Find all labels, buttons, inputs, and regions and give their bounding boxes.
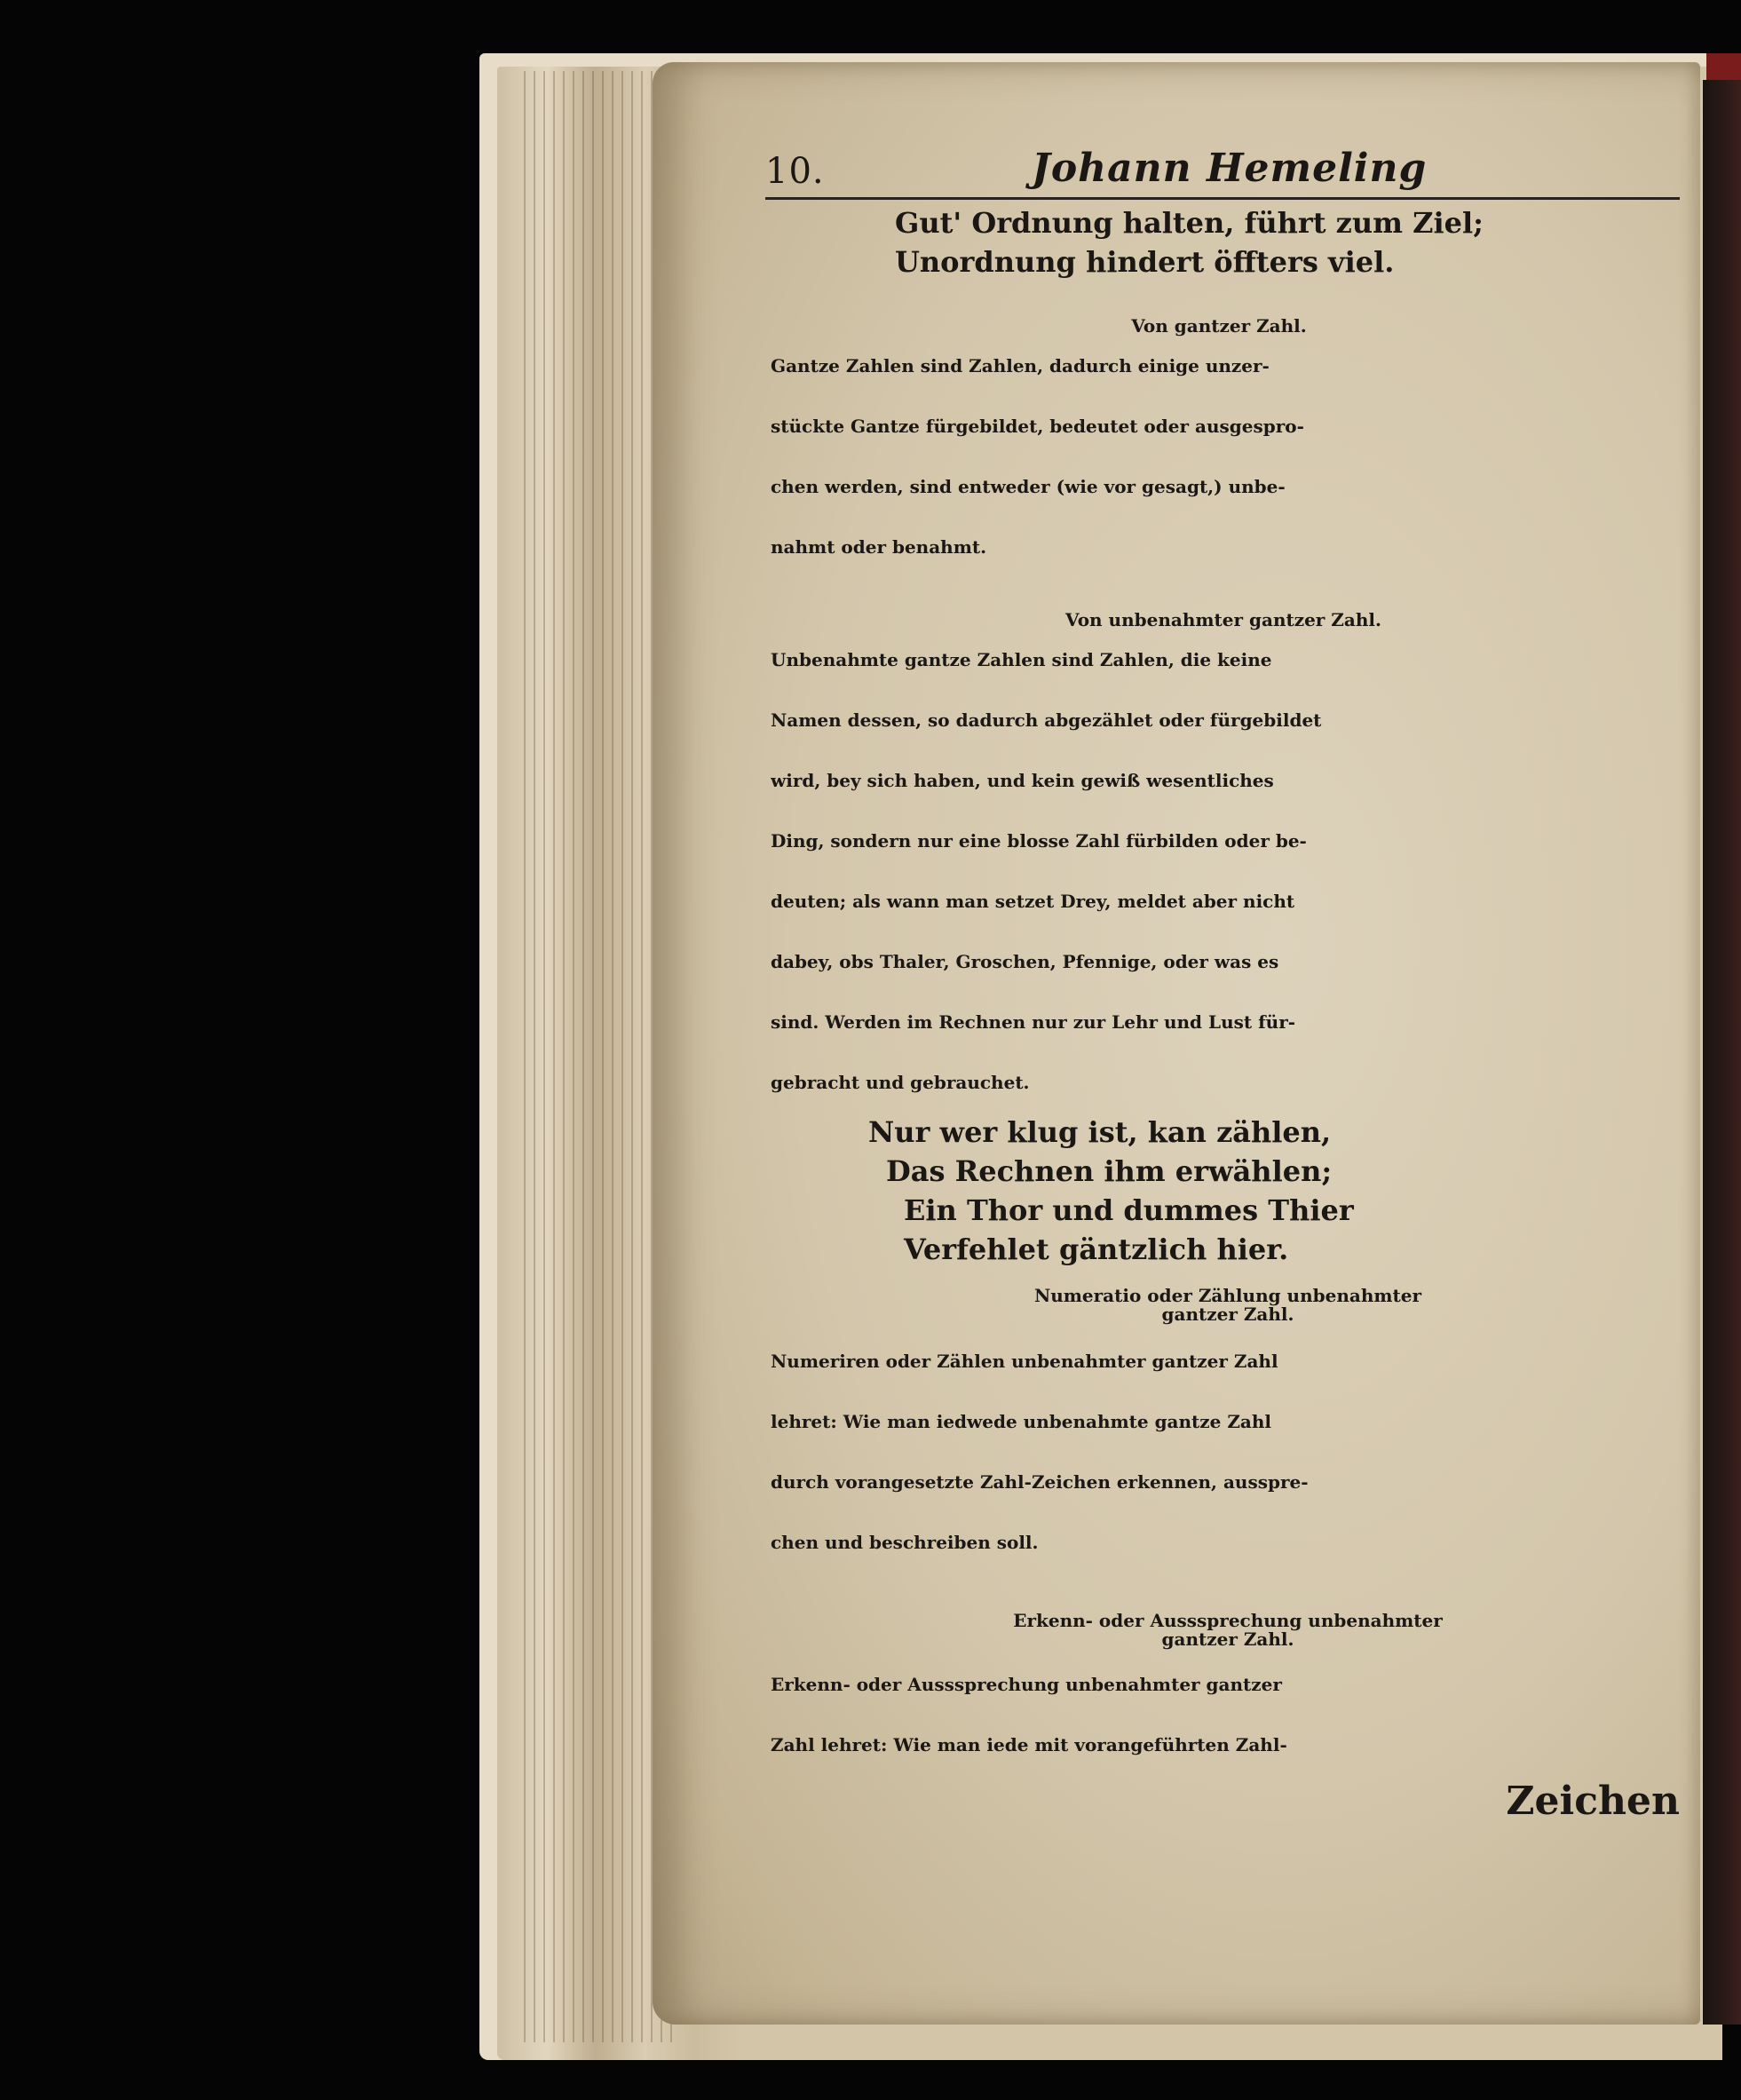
page-header — [765, 133, 1680, 200]
gutter-shadow — [1703, 80, 1741, 2025]
section-heading: Von unbenahmter gantzer Zahl. — [1065, 609, 1381, 630]
motto — [895, 203, 1685, 281]
verse-line: Nur wer klug ist, kan zählen, — [868, 1115, 1332, 1149]
text-line: gebracht und gebrauchet. — [771, 1072, 1030, 1093]
verse-line: Ein Thor und dummes Thier — [904, 1193, 1354, 1227]
text-line: deuten; als wann man setzet Drey, meldet aber nicht — [771, 891, 1295, 912]
verse-line: Verfehlet gäntzlich hier. — [904, 1232, 1289, 1266]
text-line: Gantze Zahlen sind Zahlen, dadurch einige unzer- — [771, 355, 1270, 376]
verse-line: Das Rechnen ihm erwählen; — [886, 1154, 1333, 1188]
page-number: 10. — [765, 151, 825, 192]
section-heading: Numeratio oder Zählung unbenahmter — [1033, 1285, 1422, 1306]
motto-line: Unordnung hindert öffters viel. — [895, 245, 1395, 279]
text-line: Zahl lehret: Wie man iede mit vorangeführten Zahl- — [771, 1734, 1287, 1755]
page-text — [765, 133, 1685, 1824]
text-line: dabey, obs Thaler, Groschen, Pfennige, oder was es — [771, 951, 1279, 972]
section-paragraph — [771, 336, 1685, 577]
section-heading: Von gantzer Zahl. — [1131, 315, 1307, 337]
text-line: Erkenn- oder Ausssprechung unbenahmter gantzer — [771, 1674, 1282, 1695]
section-paragraph — [771, 1331, 1685, 1573]
section-paragraph — [771, 1654, 1685, 1775]
text-line: wird, bey sich haben, und kein gewiß wesentliches — [771, 770, 1274, 791]
section-heading: Erkenn- oder Ausssprechung unbenahmter — [1013, 1610, 1443, 1631]
text-line: durch vorangesetzte Zahl-Zeichen erkennen, ausspre- — [771, 1471, 1309, 1493]
catchword: Zeichen — [1506, 1779, 1680, 1824]
text-line: stückte Gantze fürgebildet, bedeutet oder ausgespro- — [771, 416, 1304, 437]
verse — [868, 1113, 1685, 1269]
section-paragraph — [771, 630, 1685, 1113]
text-line: Unbenahmte gantze Zahlen sind Zahlen, die keine — [771, 649, 1272, 670]
text-line: Ding, sondern nur eine blosse Zahl fürbilden oder be- — [771, 830, 1307, 852]
text-line: chen und beschreiben soll. — [771, 1532, 1039, 1553]
section-heading-cont: gantzer Zahl. — [1161, 1304, 1294, 1325]
running-head: Johann Hemeling — [1032, 146, 1428, 191]
motto-line: Gut' Ordnung halten, führt zum Ziel; — [895, 206, 1484, 240]
text-line: chen werden, sind entweder (wie vor gesagt,) unbe- — [771, 476, 1286, 497]
section-heading-cont: gantzer Zahl. — [1161, 1628, 1294, 1650]
text-line: Namen dessen, so dadurch abgezählet oder fürgebildet — [771, 709, 1322, 731]
text-line: sind. Werden im Rechnen nur zur Lehr und Lust für- — [771, 1011, 1296, 1033]
text-line: nahmt oder benahmt. — [771, 536, 987, 558]
text-line: Numeriren oder Zählen unbenahmter gantzer Zahl — [771, 1351, 1278, 1372]
text-line: lehret: Wie man iedwede unbenahmte gantze Zahl — [771, 1411, 1272, 1432]
